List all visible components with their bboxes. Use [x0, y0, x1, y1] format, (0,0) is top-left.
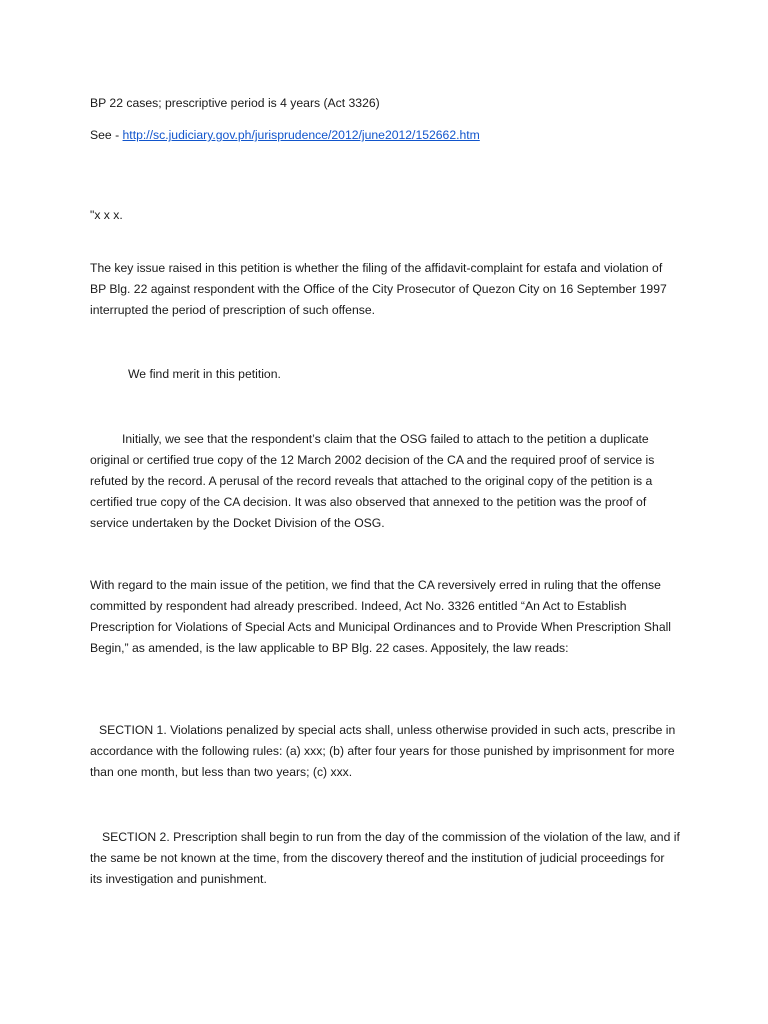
- document-title-line: BP 22 cases; prescriptive period is 4 years (Act 3326): [90, 96, 380, 110]
- paragraph-section-2: SECTION 2. Prescription shall begin to run from the day of the commission of the violation of the law, and if the same be not known at the time, from the discovery thereof and the institution of judicial proceedings for its investigation and punishment.: [90, 830, 680, 886]
- see-reference-line: [90, 125, 680, 146]
- paragraph-section-1: SECTION 1. Violations penalized by special acts shall, unless otherwise provided in such acts, prescribe in accordance with the following rules: (a) xxx; (b) after four years for those punished by imprisonment for more than one month, but less than two years; (c) xxx.: [90, 723, 676, 779]
- paragraph-merit: We find merit in this petition.: [128, 367, 281, 381]
- see-prefix: See -: [90, 128, 123, 142]
- paragraph-main-issue: With regard to the main issue of the petition, we find that the CA reversively erred in ruling that the offense committed by respondent had already prescribed. Indeed, Act No. 3326 entitled “An Act to Establish Prescription for Violations of Special Acts and Municipal Ordinances and to Provide When Prescription Shall Begin,” as amended, is the law applicable to BP Blg. 22 cases. Appositely, the law reads:: [90, 578, 672, 655]
- paragraph-initially: Initially, we see that the respondent’s claim that the OSG failed to attach to the petition a duplicate original or certified true copy of the 12 March 2002 decision of the CA and the required proof of service is refuted by the record. A perusal of the record reveals that attached to the original copy of the petition is a certified true copy of the CA decision. It was also observed that annexed to the petition was the proof of service undertaken by the Docket Division of the OSG.: [90, 432, 655, 530]
- source-link[interactable]: http://sc.judiciary.gov.ph/jurisprudence/2012/june2012/152662.htm: [122, 128, 480, 142]
- quote-opening: "x x x.: [90, 208, 123, 222]
- paragraph-key-issue: The key issue raised in this petition is whether the filing of the affidavit-complaint for estafa and violation of BP Blg. 22 against respondent with the Office of the City Prosecutor of Quezon City on 16 September 1997 interrupted the period of prescription of such offense.: [90, 261, 667, 317]
